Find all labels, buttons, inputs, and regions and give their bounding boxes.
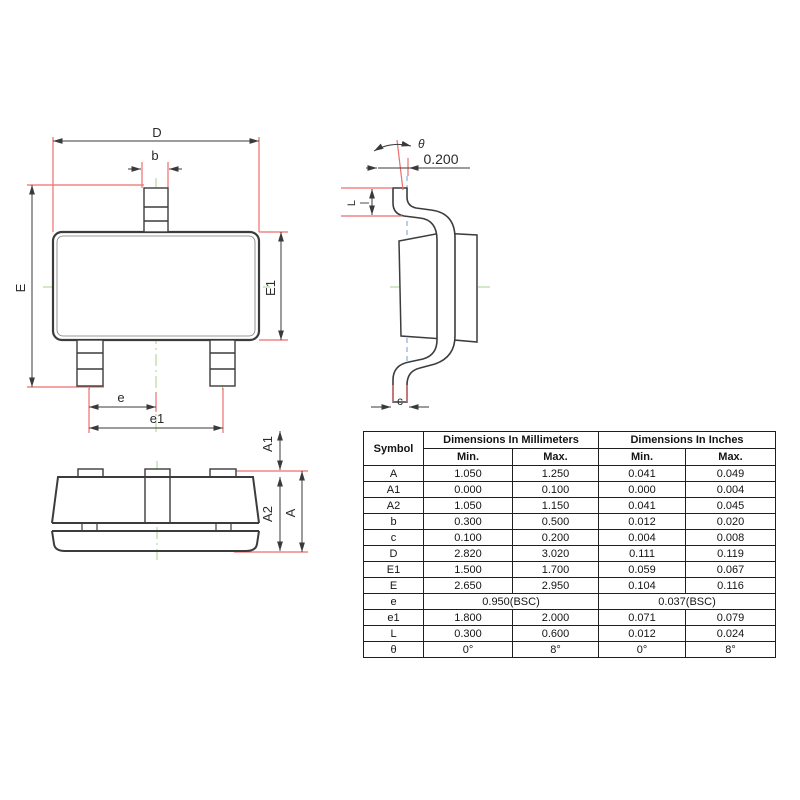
table-row: [364, 482, 776, 498]
table-cell: A2: [364, 498, 424, 514]
table-cell: 8°: [513, 642, 599, 658]
table-cell: 0°: [424, 642, 513, 658]
side-extension-lines: [341, 140, 408, 402]
header-in-max: Max.: [686, 449, 776, 466]
table-cell: 0.024: [686, 626, 776, 642]
table-cell: 0.000: [424, 482, 513, 498]
table-cell: e1: [364, 610, 424, 626]
table-cell: 0.119: [686, 546, 776, 562]
table-row: [364, 594, 776, 610]
table-cell: 2.950: [513, 578, 599, 594]
table-cell: A: [364, 466, 424, 482]
table-cell: 8°: [686, 642, 776, 658]
table-cell: 0.049: [686, 466, 776, 482]
dim-label-offset: 0.200: [423, 151, 459, 167]
table-cell: 2.000: [513, 610, 599, 626]
table-cell: 1.150: [513, 498, 599, 514]
table-cell: e: [364, 594, 424, 610]
table-cell: 1.500: [424, 562, 513, 578]
dim-label-e: e: [117, 390, 125, 405]
top-view: [13, 125, 288, 433]
dim-label-A1: A1: [260, 436, 275, 452]
table-cell: 1.250: [513, 466, 599, 482]
side-view: [341, 137, 492, 408]
table-cell: 0.300: [424, 514, 513, 530]
header-symbol: Symbol: [364, 432, 424, 466]
table-cell: 0.100: [424, 530, 513, 546]
table-cell: 0.004: [599, 530, 686, 546]
table-cell: 0.059: [599, 562, 686, 578]
table-cell: 0.950(BSC): [424, 594, 599, 610]
table-cell: 0.008: [686, 530, 776, 546]
table-row: [364, 562, 776, 578]
table-cell: 0.067: [686, 562, 776, 578]
table-cell: 1.700: [513, 562, 599, 578]
front-dimension-lines: [280, 431, 302, 552]
table-cell: 0.116: [686, 578, 776, 594]
dim-label-theta: θ: [418, 137, 425, 151]
table-cell: 0.012: [599, 514, 686, 530]
table-cell: θ: [364, 642, 424, 658]
table-row: [364, 530, 776, 546]
table-cell: 2.820: [424, 546, 513, 562]
table-cell: E: [364, 578, 424, 594]
table-row: [364, 626, 776, 642]
dim-label-D: D: [152, 125, 162, 140]
table-cell: 0.300: [424, 626, 513, 642]
theta-angle-arc: [374, 144, 411, 151]
dim-label-A: A: [283, 508, 298, 518]
table-cell: D: [364, 546, 424, 562]
package-body-top-view: [53, 232, 259, 340]
dim-label-A2: A2: [260, 506, 275, 522]
table-cell: 1.800: [424, 610, 513, 626]
table-cell: 0.600: [513, 626, 599, 642]
header-mm: Dimensions In Millimeters: [424, 432, 599, 449]
table-cell: L: [364, 626, 424, 642]
header-in-min: Min.: [599, 449, 686, 466]
table-cell: 0.100: [513, 482, 599, 498]
table-cell: 0.037(BSC): [599, 594, 776, 610]
header-mm-min: Min.: [424, 449, 513, 466]
dim-label-b: b: [151, 148, 159, 163]
table-cell: 0.012: [599, 626, 686, 642]
table-cell: 0.045: [686, 498, 776, 514]
table-cell: E1: [364, 562, 424, 578]
table-cell: 0.071: [599, 610, 686, 626]
table-cell: c: [364, 530, 424, 546]
table-row: [364, 642, 776, 658]
dim-label-L: L: [346, 199, 358, 207]
dimensions-table-body: [364, 466, 776, 658]
table-row: [364, 466, 776, 482]
header-inch: Dimensions In Inches: [599, 432, 776, 449]
table-cell: A1: [364, 482, 424, 498]
table-row: [364, 546, 776, 562]
table-row: [364, 514, 776, 530]
table-cell: 0.104: [599, 578, 686, 594]
header-mm-max: Max.: [513, 449, 599, 466]
table-cell: 0.041: [599, 466, 686, 482]
table-cell: 1.050: [424, 466, 513, 482]
dim-label-E: E: [13, 283, 28, 293]
table-cell: 0°: [599, 642, 686, 658]
table-row: [364, 610, 776, 626]
dim-label-c: c: [397, 394, 403, 408]
table-cell: 0.200: [513, 530, 599, 546]
dim-label-e1: e1: [149, 411, 165, 426]
front-view: [52, 431, 308, 560]
table-subheader-row: [364, 449, 776, 466]
table-cell: 0.020: [686, 514, 776, 530]
table-cell: 0.079: [686, 610, 776, 626]
table-cell: 0.111: [599, 546, 686, 562]
table-row: [364, 578, 776, 594]
table-cell: 0.500: [513, 514, 599, 530]
table-cell: 0.041: [599, 498, 686, 514]
table-header-row: [364, 432, 776, 449]
table-cell: 2.650: [424, 578, 513, 594]
table-cell: 0.000: [599, 482, 686, 498]
dimensions-table: [363, 431, 776, 658]
table-cell: 3.020: [513, 546, 599, 562]
table-row: [364, 498, 776, 514]
table-cell: b: [364, 514, 424, 530]
table-cell: 1.050: [424, 498, 513, 514]
table-cell: 0.004: [686, 482, 776, 498]
dim-label-E1: E1: [263, 280, 278, 296]
